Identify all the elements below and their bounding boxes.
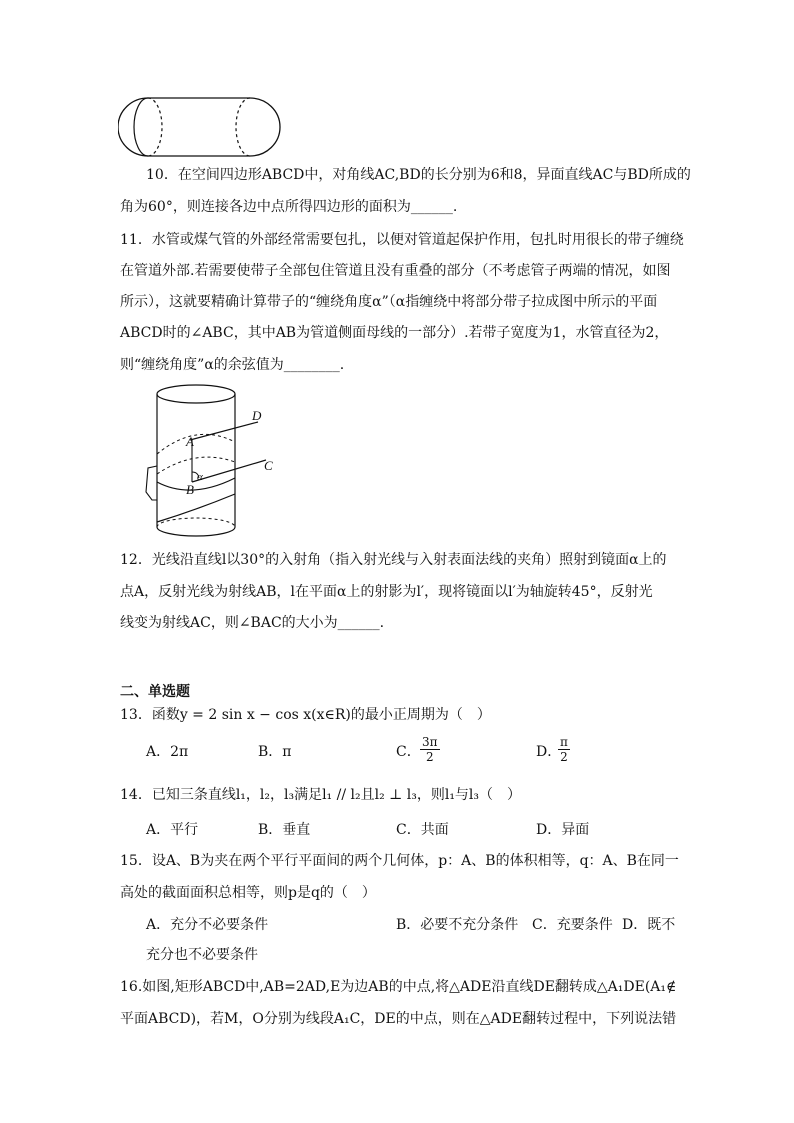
q14-stem: 14．已知三条直线l₁，l₂，l₃满足l₁ // l₂且l₂ ⊥ l₃，则l₁与l₃（ ）	[120, 787, 522, 803]
q15-option-b[interactable]: B．必要不充分条件	[396, 917, 519, 933]
q15-option-d[interactable]: D．既不	[622, 917, 676, 933]
q13-option-d-label[interactable]: D．	[536, 744, 562, 760]
q15-option-d-continued: 充分也不必要条件	[146, 947, 258, 963]
q12-line3: 线变为射线AC，则∠BAC的大小为______.	[120, 615, 385, 631]
q14-option-c[interactable]: C．共面	[396, 822, 449, 838]
q13-option-c-numerator: 3π	[422, 735, 438, 749]
q12-line2: 点A，反射光线为射线AB，l在平面α上的射影为l′，现将镜面以l′为轴旋转45°，反射光	[120, 584, 653, 600]
q13-option-a[interactable]: A．2π	[146, 744, 189, 760]
q13-option-c-label[interactable]: C．	[396, 744, 421, 760]
q13-option-c-fraction	[420, 735, 440, 764]
q13-option-d-fraction	[558, 735, 570, 764]
label-D: D	[252, 408, 262, 423]
q15-line1: 15．设A、B为夹在两个平行平面间的两个几何体，p：A、B的体积相等，q：A、B在同一	[120, 853, 679, 869]
q13-stem: 13．函数y = 2 sin x − cos x(x∈R)的最小正周期为（ ）	[120, 707, 491, 723]
wrapped-pipe-figure	[136, 382, 286, 540]
q13-option-b[interactable]: B．π	[258, 744, 292, 760]
q10-line1: 10．在空间四边形ABCD中，对角线AC,BD的长分别为6和8，异面直线AC与BD所成的	[146, 167, 691, 183]
q11-line3: 所示），这就要精确计算带子的“缠绕角度α”（α指缠绕中将部分带子拉成图中所示的平面	[120, 294, 658, 310]
label-A: A	[186, 434, 194, 449]
q15-line2: 高处的截面面积总相等，则p是q的（ ）	[120, 885, 376, 901]
q11-line5: 则“缠绕角度”α的余弦值为________.	[120, 357, 345, 373]
q10-line2: 角为60°，则连接各边中点所得四边形的面积为______.	[120, 199, 458, 215]
label-C: C	[264, 458, 273, 473]
label-alpha: α	[197, 471, 203, 483]
q15-option-c[interactable]: C．充要条件	[532, 917, 613, 933]
q14-option-a[interactable]: A．平行	[146, 822, 199, 838]
pipe-capsule-figure	[118, 94, 283, 160]
q16-line1: 16.如图,矩形ABCD中,AB=2AD,E为边AB的中点,将△ADE沿直线DE翻转成△A₁DE(A₁∉	[120, 979, 677, 995]
q12-line1: 12．光线沿直线l以30°的入射角（指入射光线与入射表面法线的夹角）照射到镜面α上的	[120, 552, 667, 568]
q13-option-d-denominator: 2	[560, 750, 568, 764]
q11-line2: 在管道外部.若需要使带子全部包住管道且没有重叠的部分（不考虑管子两端的情况，如图	[120, 263, 671, 279]
q11-line1: 11．水管或煤气管的外部经常需要包扎，以便对管道起保护作用，包扎时用很长的带子缠绕	[120, 232, 684, 248]
label-B: B	[186, 482, 194, 497]
q13-option-c-denominator: 2	[425, 750, 434, 764]
q11-line4: ABCD时的∠ABC，其中AB为管道侧面母线的一部分）.若带子宽度为1，水管直径为2，	[120, 325, 669, 341]
q14-option-d[interactable]: D．异面	[536, 822, 590, 838]
q15-option-a[interactable]: A．充分不必要条件	[146, 917, 269, 933]
q16-line2: 平面ABCD)，若M，O分别为线段A₁C，DE的中点，则在△ADE翻转过程中，下列说法错	[120, 1011, 677, 1027]
q14-option-b[interactable]: B．垂直	[258, 822, 311, 838]
q13-option-d-numerator: π	[560, 735, 568, 749]
section-title-single-choice: 二、单选题	[120, 684, 190, 700]
